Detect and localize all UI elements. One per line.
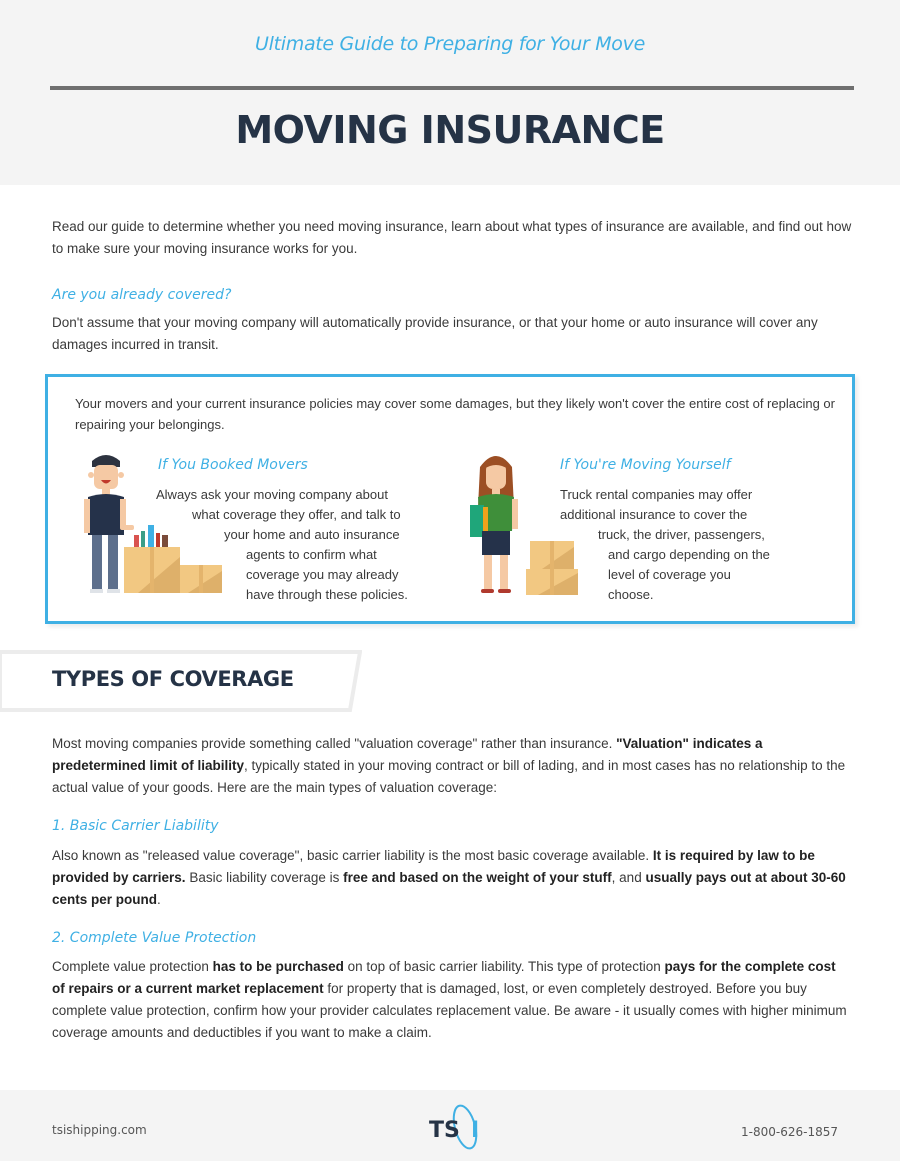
booked-movers-line: coverage you may already bbox=[246, 567, 399, 582]
text-run: Also known as "released value coverage", basic carrier liability is the most basic coverage available. bbox=[52, 848, 653, 863]
types-of-coverage-title: TYPES OF COVERAGE bbox=[52, 667, 294, 691]
page-header bbox=[0, 0, 900, 185]
header-divider bbox=[50, 86, 854, 90]
booked-movers-line: Always ask your moving company about bbox=[156, 487, 388, 502]
bold-text-run: "Valuation" indicates a predetermined limit of liability bbox=[52, 736, 763, 773]
text-run: Most moving companies provide something called "valuation coverage" rather than insurance. bbox=[52, 736, 617, 751]
bold-text-run: usually pays out at about 30-60 cents per pound bbox=[52, 870, 846, 907]
basic-carrier-liability-heading: 1. Basic Carrier Liability bbox=[52, 818, 219, 834]
tsi-logo bbox=[425, 1102, 495, 1152]
covered-paragraph: Don't assume that your moving company will automatically provide insurance, or that your home or auto insurance will cover any damages incurred in transit. bbox=[52, 315, 818, 352]
text-run: on top of basic carrier liability. This type of protection bbox=[343, 959, 665, 974]
phone-number: 1-800-626-1857 bbox=[741, 1125, 838, 1139]
types-intro-paragraph bbox=[52, 733, 852, 799]
booked-movers-line: have through these policies. bbox=[246, 587, 408, 602]
logo-text-blue: I bbox=[471, 1118, 480, 1143]
intro-paragraph: Read our guide to determine whether you need moving insurance, learn about what types of insurance are available, and find out how to make sure your moving insurance works for you. bbox=[52, 219, 852, 256]
moving-yourself-line: choose. bbox=[608, 587, 654, 602]
callout-intro: Your movers and your current insurance policies may cover some damages, but they likely won't cover the entire cost of replacing or repairing your belongings. bbox=[75, 396, 835, 432]
website-link[interactable]: tsishipping.com bbox=[52, 1123, 147, 1137]
moving-yourself-line: truck, the driver, passengers, bbox=[598, 527, 765, 542]
complete-value-protection-paragraph bbox=[52, 956, 852, 1044]
text-run: Complete value protection bbox=[52, 959, 213, 974]
moving-yourself-line: level of coverage you bbox=[608, 567, 731, 582]
booked-movers-line: what coverage they offer, and talk to bbox=[192, 507, 401, 522]
page-title: MOVING INSURANCE bbox=[235, 108, 665, 152]
bold-text-run: has to be purchased bbox=[212, 959, 344, 974]
logo-text-dark: TS bbox=[429, 1118, 460, 1143]
bold-text-run: free and based on the weight of your stuff bbox=[343, 870, 612, 885]
text-run: Basic liability coverage is bbox=[185, 870, 344, 885]
complete-value-protection-heading: 2. Complete Value Protection bbox=[52, 930, 257, 946]
guide-subtitle: Ultimate Guide to Preparing for Your Move bbox=[255, 33, 645, 55]
moving-yourself-heading: If You're Moving Yourself bbox=[560, 457, 731, 473]
bold-text-run: It is required by law to be provided by carriers. bbox=[52, 848, 815, 885]
basic-carrier-liability-paragraph bbox=[52, 845, 852, 911]
booked-movers-line: your home and auto insurance bbox=[224, 527, 400, 542]
coverage-callout-box bbox=[45, 374, 855, 624]
text-run: . bbox=[157, 892, 161, 907]
booked-movers-heading: If You Booked Movers bbox=[158, 457, 308, 473]
covered-heading: Are you already covered? bbox=[52, 287, 232, 303]
moving-yourself-line: additional insurance to cover the bbox=[560, 507, 748, 522]
text-run: , typically stated in your moving contract or bill of lading, and in most cases has no relationship to the actual value of your goods. Here are the main types of valuation coverage: bbox=[52, 758, 846, 795]
text-run: for property that is damaged, lost, or even completely destroyed. Before you buy complete value protection, confirm how your provider calculates replacement value. Be aware - it usually comes with higher minimum coverage amounts and deductibles if you want to make a claim. bbox=[52, 981, 847, 1040]
booked-movers-line: agents to confirm what bbox=[246, 547, 377, 562]
moving-yourself-line: and cargo depending on the bbox=[608, 547, 770, 562]
text-run: , and bbox=[611, 870, 646, 885]
bold-text-run: pays for the complete cost of repairs or a current market replacement bbox=[52, 959, 836, 996]
moving-yourself-line: Truck rental companies may offer bbox=[560, 487, 753, 502]
